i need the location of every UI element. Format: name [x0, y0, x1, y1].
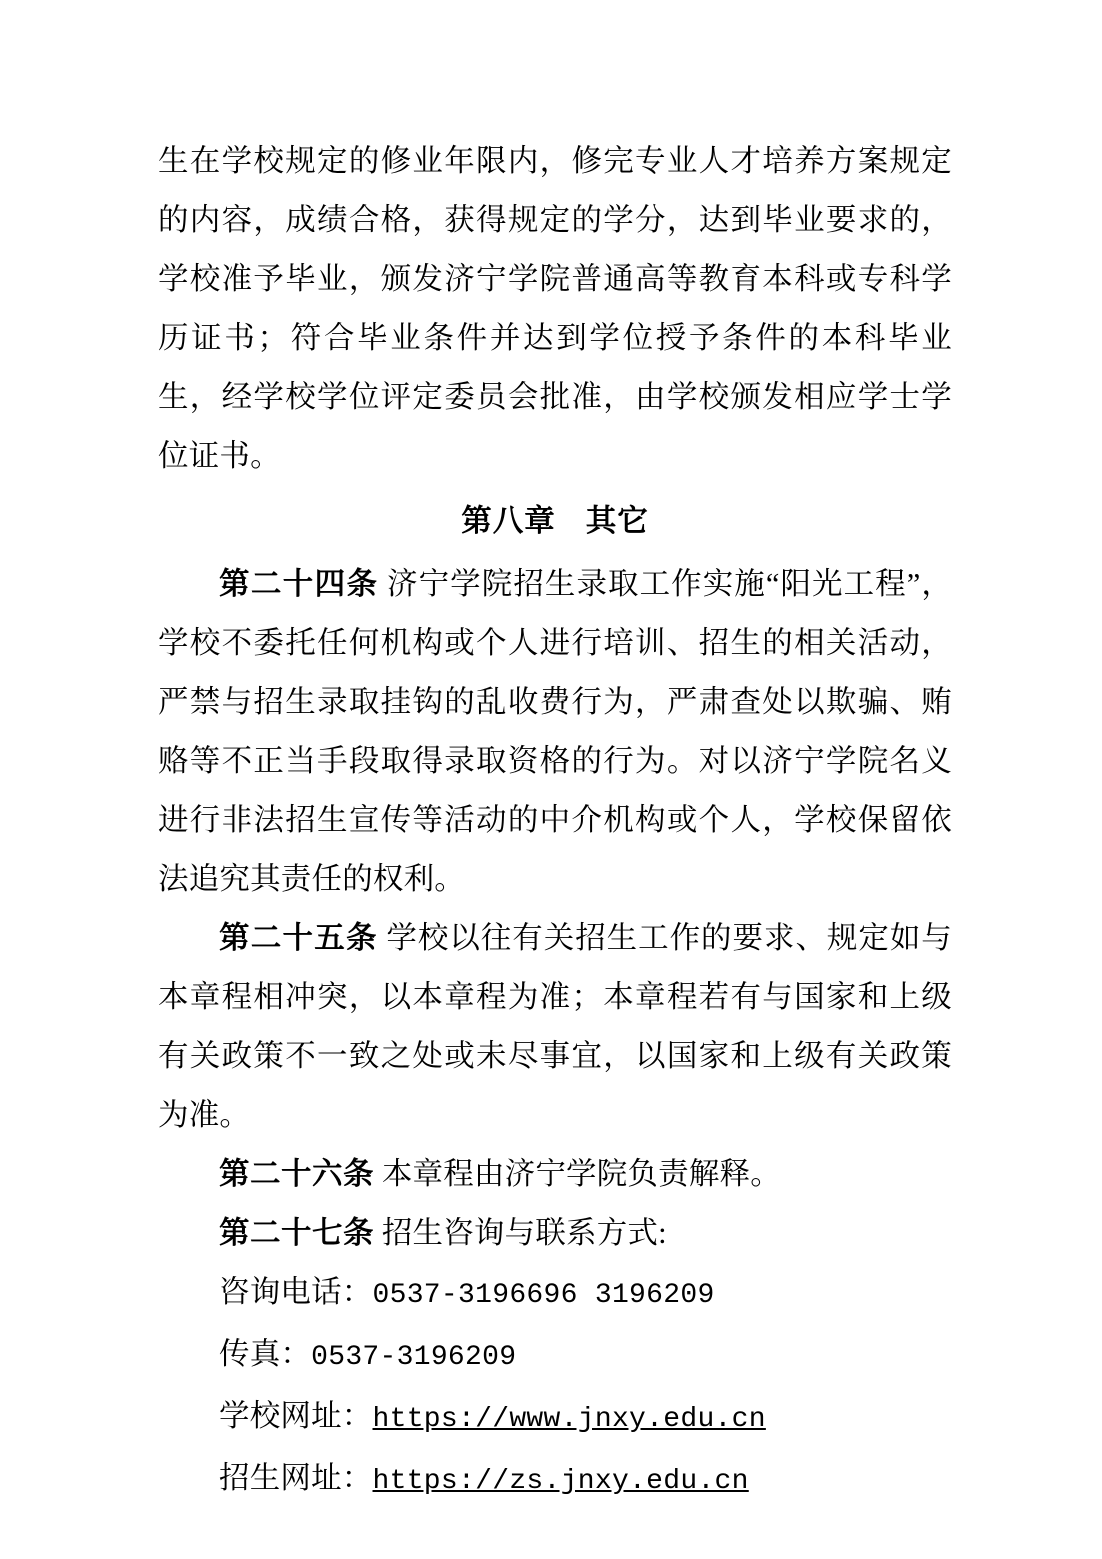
- contact-fax-value: 0537-3196209: [311, 1342, 517, 1373]
- school-website-link[interactable]: https://www.jnxy.edu.cn: [372, 1404, 766, 1435]
- chapter-number: 第八章: [461, 504, 556, 538]
- article-24-label: 第二十四条: [219, 567, 379, 601]
- contact-fax-label: 传真：: [219, 1337, 312, 1371]
- contact-phone-label: 咨询电话：: [219, 1275, 373, 1309]
- contact-phone-value: 0537-3196696 3196209: [372, 1280, 715, 1311]
- article-24: [158, 555, 952, 909]
- chapter-heading: [158, 492, 952, 551]
- paragraph-graduation: 生在学校规定的修业年限内，修完专业人才培养方案规定的内容，成绩合格，获得规定的学分，达到毕业要求的，学校准予毕业，颁发济宁学院普通高等教育本科或专科学历证书；符合毕业条件并达到学位授予条件的本科毕业生，经学校学位评定委员会批准，由学校颁发相应学士学位证书。: [158, 144, 952, 473]
- article-25: [158, 909, 952, 1145]
- contact-fax: [158, 1325, 952, 1387]
- article-25-label: 第二十五条: [219, 921, 378, 955]
- article-25-text: 学校以往有关招生工作的要求、规定如与本章程相冲突，以本章程为准；本章程若有与国家和上级有关政策不一致之处或未尽事宜，以国家和上级有关政策为准。: [158, 921, 953, 1132]
- article-27-label: 第二十七条: [219, 1216, 374, 1250]
- article-26-text: 本章程由济宁学院负责解释。: [381, 1157, 781, 1191]
- admission-website-link[interactable]: https://zs.jnxy.edu.cn: [372, 1466, 749, 1497]
- article-27-text: 招生咨询与联系方式:: [381, 1216, 667, 1250]
- contact-school-site-label: 学校网址：: [219, 1399, 373, 1433]
- chapter-title-text: 其它: [585, 504, 649, 538]
- article-24-text: 济宁学院招生录取工作实施“阳光工程”，学校不委托任何机构或个人进行培训、招生的相关活动，严禁与招生录取挂钩的乱收费行为，严肃查处以欺骗、贿赂等不正当手段取得录取资格的行为。对以济宁学院名义进行非法招生宣传等活动的中介机构或个人，学校保留依法追究其责任的权利。: [158, 567, 953, 896]
- article-26: [158, 1145, 952, 1204]
- contact-phone: [158, 1263, 952, 1325]
- article-27: [158, 1204, 952, 1263]
- contact-school-site: [158, 1387, 952, 1449]
- contact-admission-site-label: 招生网址：: [219, 1461, 373, 1495]
- contact-admission-site: [158, 1449, 952, 1511]
- article-26-label: 第二十六条: [219, 1157, 374, 1191]
